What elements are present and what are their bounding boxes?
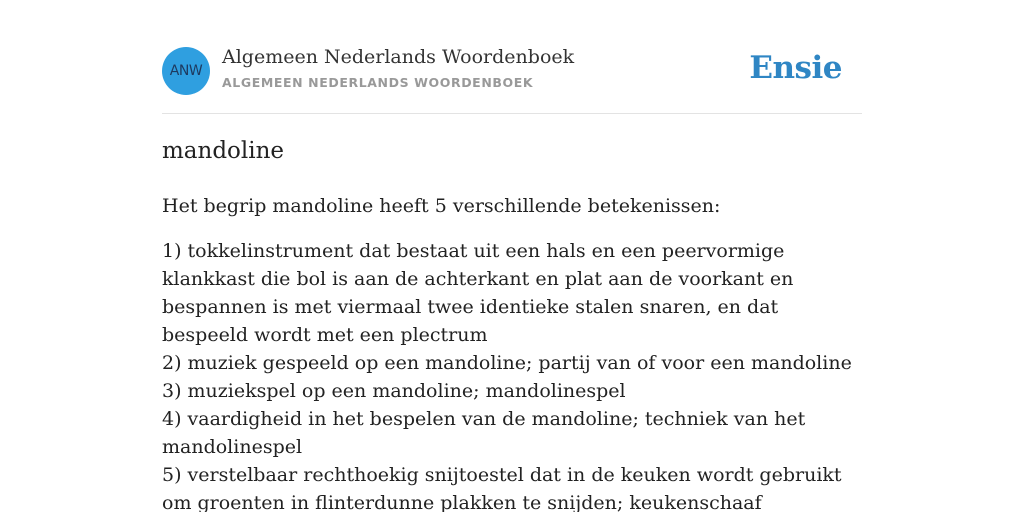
entry-term: mandoline (162, 138, 285, 164)
meaning-item: 2) muziek gespeeld op een mandoline; partij van of voor een mandoline (162, 352, 852, 374)
ensie-brand-logo[interactable]: Ensie (749, 50, 842, 86)
meaning-item: 1) tokkelinstrument dat bestaat uit een hals en een peervormige klankkast die bol is aan de achterkant en plat aan de voorkant en bespannen is met viermaal twee identieke stalen snaren, en dat bespeeld wordt met een plectrum (162, 240, 794, 346)
meaning-item: 4) vaardigheid in het bespelen van de mandoline; techniek van het mandolinespel (162, 408, 806, 458)
meaning-item: 5) verstelbaar rechthoekig snijtoestel dat in de keuken wordt gebruikt om groenten in flinterdunne plakken te snijden; keukenschaaf (162, 464, 842, 512)
source-name[interactable]: Algemeen Nederlands Woordenboek (222, 46, 575, 68)
source-subtitle: ALGEMEEN NEDERLANDS WOORDENBOEK (222, 75, 534, 90)
header-divider (162, 113, 862, 114)
meanings-list (162, 237, 852, 512)
header (162, 46, 862, 96)
meaning-item: 3) muziekspel op een mandoline; mandolinespel (162, 380, 626, 402)
anw-logo[interactable]: ANW (162, 47, 210, 95)
entry-intro: Het begrip mandoline heeft 5 verschillende betekenissen: (162, 195, 721, 217)
